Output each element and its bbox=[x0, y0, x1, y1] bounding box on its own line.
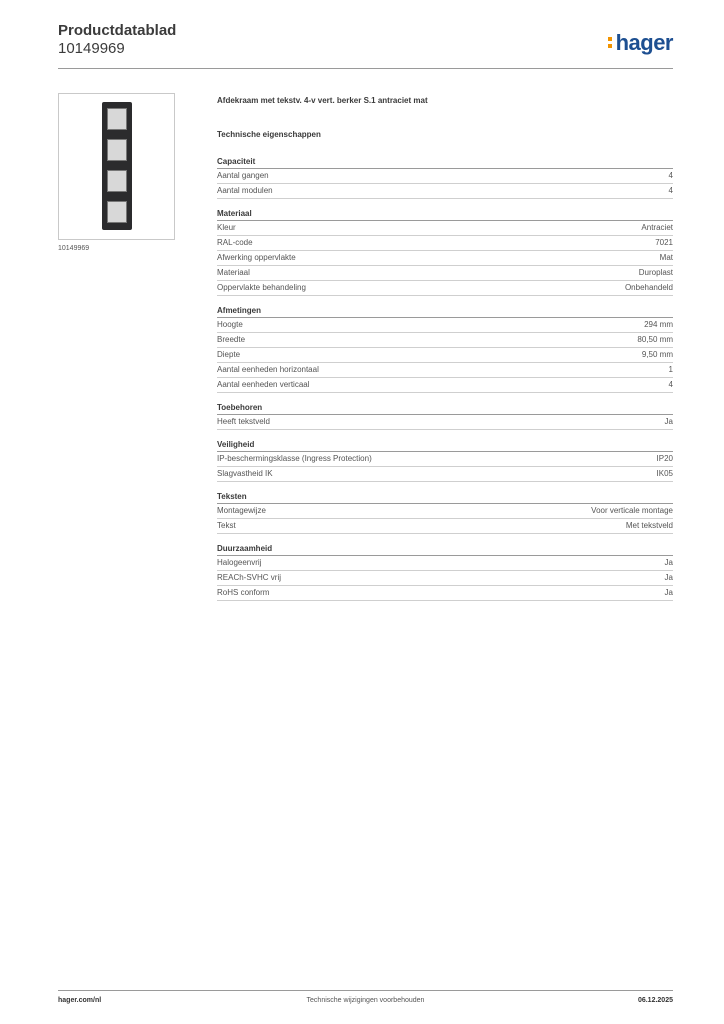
spec-row bbox=[217, 266, 673, 281]
spec-row bbox=[217, 184, 673, 199]
spec-value: Ja bbox=[664, 417, 673, 426]
spec-row bbox=[217, 281, 673, 296]
spec-value: Met tekstveld bbox=[625, 521, 673, 530]
spec-label: Halogeenvrij bbox=[217, 558, 262, 567]
spec-row bbox=[217, 452, 673, 467]
product-image bbox=[58, 93, 175, 240]
section-title: Materiaal bbox=[217, 208, 673, 221]
spec-label: Slagvastheid IK bbox=[217, 469, 273, 478]
product-name: Afdekraam met tekstv. 4-v vert. berker S.1 antraciet mat bbox=[217, 96, 428, 105]
spec-row bbox=[217, 333, 673, 348]
section-title: Teksten bbox=[217, 491, 673, 504]
spec-label: Aantal gangen bbox=[217, 171, 269, 180]
spec-label: Oppervlakte behandeling bbox=[217, 283, 306, 292]
spec-value: Ja bbox=[664, 558, 673, 567]
spec-row bbox=[217, 348, 673, 363]
spec-row bbox=[217, 504, 673, 519]
page-header bbox=[58, 22, 673, 58]
footer-website: hager.com/nl bbox=[58, 997, 102, 1004]
spec-value: Ja bbox=[664, 588, 673, 597]
spec-label: Materiaal bbox=[217, 268, 250, 277]
section-title: Toebehoren bbox=[217, 402, 673, 415]
spec-label: Aantal eenheden verticaal bbox=[217, 380, 310, 389]
spec-value: Onbehandeld bbox=[624, 283, 673, 292]
spec-label: Breedte bbox=[217, 335, 246, 344]
spec-value: Voor verticale montage bbox=[591, 506, 673, 515]
image-caption: 10149969 bbox=[58, 245, 90, 252]
spec-row bbox=[217, 415, 673, 430]
spec-row bbox=[217, 318, 673, 333]
spec-section bbox=[217, 156, 673, 199]
spec-section bbox=[217, 305, 673, 393]
spec-row bbox=[217, 467, 673, 482]
spec-row bbox=[217, 251, 673, 266]
product-number: 10149969 bbox=[58, 40, 125, 57]
spec-label: REACh-SVHC vrij bbox=[217, 573, 282, 582]
spec-section bbox=[217, 491, 673, 534]
spec-value: 7021 bbox=[655, 238, 673, 247]
spec-row bbox=[217, 556, 673, 571]
spec-sections bbox=[217, 156, 673, 601]
spec-section bbox=[217, 439, 673, 482]
spec-value: 9,50 mm bbox=[641, 350, 673, 359]
frame-opening bbox=[107, 108, 127, 130]
logo-dots-icon bbox=[608, 35, 613, 49]
section-title: Capaciteit bbox=[217, 156, 673, 169]
logo-text: hager bbox=[615, 30, 673, 55]
spec-label: Kleur bbox=[217, 223, 236, 232]
cover-frame-icon bbox=[102, 102, 132, 230]
spec-value: 4 bbox=[668, 186, 673, 195]
spec-value: 4 bbox=[668, 171, 673, 180]
section-title: Veiligheid bbox=[217, 439, 673, 452]
page-title: Productdatablad bbox=[58, 22, 177, 39]
spec-label: Montagewijze bbox=[217, 506, 266, 515]
spec-value: Mat bbox=[659, 253, 673, 262]
page-footer bbox=[58, 997, 673, 1011]
header-divider bbox=[58, 68, 673, 69]
spec-label: Afwerking oppervlakte bbox=[217, 253, 296, 262]
spec-section bbox=[217, 543, 673, 601]
frame-opening bbox=[107, 170, 127, 192]
section-title: Afmetingen bbox=[217, 305, 673, 318]
spec-row bbox=[217, 236, 673, 251]
spec-row bbox=[217, 169, 673, 184]
spec-label: IP-beschermingsklasse (Ingress Protection) bbox=[217, 454, 372, 463]
footer-date: 06.12.2025 bbox=[637, 997, 673, 1004]
spec-label: Aantal modulen bbox=[217, 186, 273, 195]
spec-label: Aantal eenheden horizontaal bbox=[217, 365, 319, 374]
spec-label: RAL-code bbox=[217, 238, 253, 247]
technical-properties-heading: Technische eigenschappen bbox=[217, 130, 321, 139]
spec-section bbox=[217, 208, 673, 296]
spec-label: RoHS conform bbox=[217, 588, 270, 597]
spec-value: 294 mm bbox=[644, 320, 673, 329]
spec-label: Tekst bbox=[217, 521, 236, 530]
spec-row bbox=[217, 586, 673, 601]
spec-label: Diepte bbox=[217, 350, 241, 359]
spec-value: 1 bbox=[668, 365, 673, 374]
spec-content bbox=[217, 95, 673, 601]
spec-value: Duroplast bbox=[638, 268, 673, 277]
spec-value: 4 bbox=[668, 380, 673, 389]
spec-row bbox=[217, 571, 673, 586]
hager-logo bbox=[608, 30, 673, 56]
footer-disclaimer: Technische wijzigingen voorbehouden bbox=[306, 997, 425, 1004]
spec-value: Antraciet bbox=[641, 223, 673, 232]
frame-opening bbox=[107, 201, 127, 223]
spec-row bbox=[217, 363, 673, 378]
spec-value: 80,50 mm bbox=[637, 335, 673, 344]
spec-value: IP20 bbox=[656, 454, 673, 463]
spec-section bbox=[217, 402, 673, 430]
footer-divider bbox=[58, 990, 673, 991]
spec-value: Ja bbox=[664, 573, 673, 582]
spec-value: IK05 bbox=[656, 469, 673, 478]
spec-row bbox=[217, 378, 673, 393]
frame-opening bbox=[107, 139, 127, 161]
section-title: Duurzaamheid bbox=[217, 543, 673, 556]
spec-label: Heeft tekstveld bbox=[217, 417, 270, 426]
spec-row bbox=[217, 221, 673, 236]
spec-label: Hoogte bbox=[217, 320, 243, 329]
spec-row bbox=[217, 519, 673, 534]
